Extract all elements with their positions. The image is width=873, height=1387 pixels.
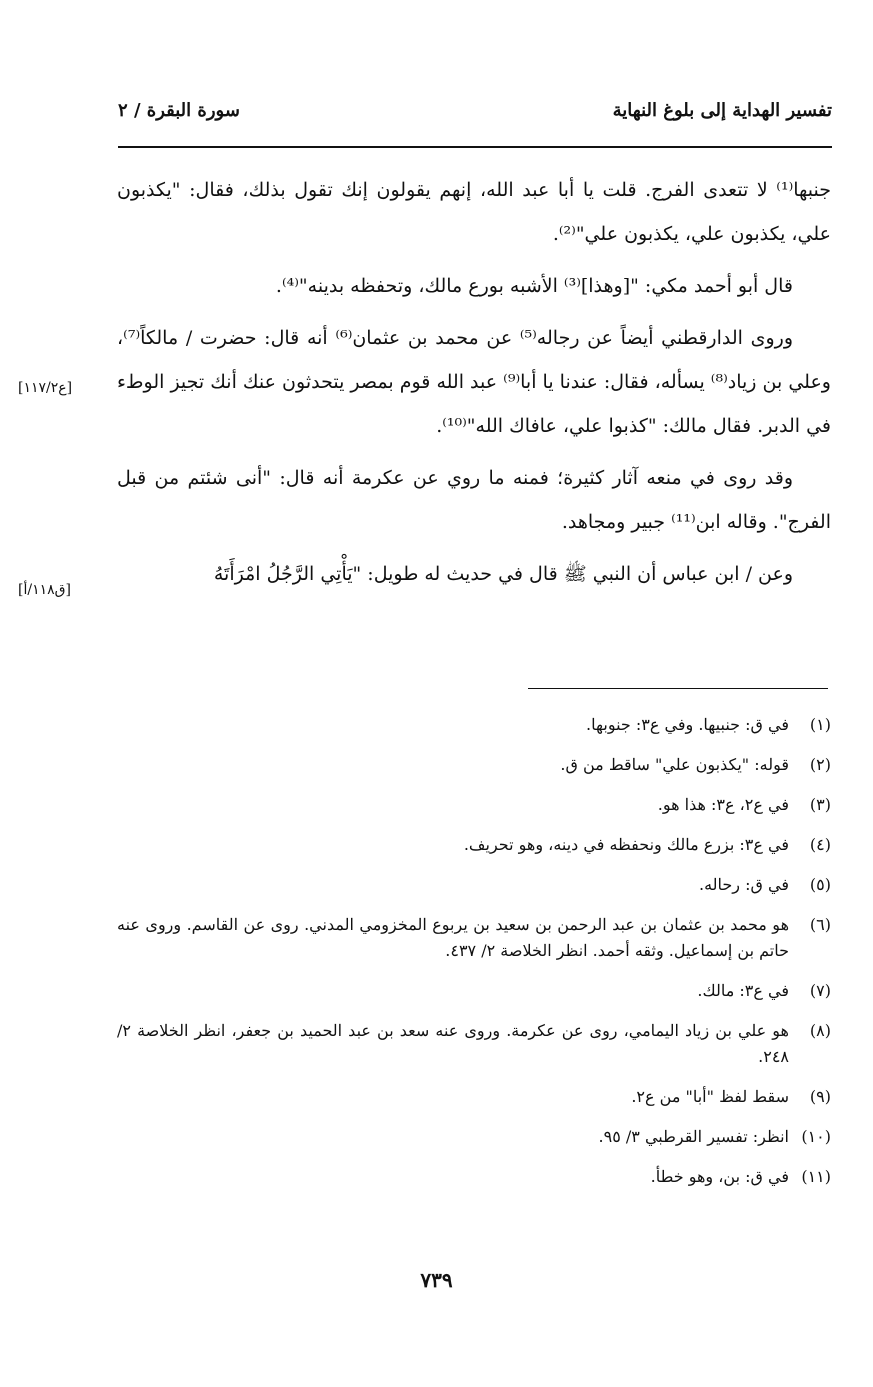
footnote-number: (١) xyxy=(809,715,831,734)
footnote-text: في ع٣: بزرع مالك ونحفظه في دينه، وهو تحريف. xyxy=(463,835,789,854)
margin-note-manuscript-b: [ق١١٨/أ] xyxy=(18,582,71,598)
footnote-item xyxy=(117,1018,831,1070)
page-number: ٧٣٩ xyxy=(420,1268,453,1292)
footnote-text: هو علي بن زياد اليمامي، روى عن عكرمة. وروى عنه سعد بن عبد الحميد بن جعفر، انظر الخلاصة ٢/ ٢٤٨. xyxy=(117,1021,789,1066)
paragraph-5: وعن / ابن عباس أن النبي ﷺ قال في حديث له طويل: "يَأْتِي الرَّجُلُ امْرَأَتَهُ xyxy=(213,563,793,585)
footnote-number: (٢) xyxy=(809,755,831,774)
footnote-number: (١٠) xyxy=(801,1127,831,1146)
footnote-text: في ع٣: مالك. xyxy=(697,981,789,1000)
book-title: تفسير الهداية إلى بلوغ النهاية xyxy=(612,100,832,121)
footnote-item xyxy=(117,712,831,738)
margin-note-manuscript-a: [ع١١٧/٢] xyxy=(18,380,73,396)
footnote-number: (٩) xyxy=(809,1087,831,1106)
running-header xyxy=(118,100,832,121)
footnote-text: في ق: رحاله. xyxy=(699,875,789,894)
footnote-number: (٨) xyxy=(809,1021,831,1040)
footnote-text: قوله: "يكذبون علي" ساقط من ق. xyxy=(560,755,789,774)
footnote-item xyxy=(117,912,831,964)
footnote-text: في ق: بن، وهو خطأ. xyxy=(650,1167,789,1186)
footnote-item xyxy=(117,792,831,818)
footnote-item xyxy=(117,872,831,898)
footnote-number: (٣) xyxy=(809,795,831,814)
footnote-item xyxy=(117,1124,831,1150)
footnote-number: (٤) xyxy=(809,835,831,854)
paragraph-1: جنبها⁽¹⁾ لا تتعدى الفرج. قلت يا أبا عبد الله، إنهم يقولون إنك تقول بذلك، فقال: "يكذبون علي، يكذبون علي، يكذبون علي"⁽²⁾. xyxy=(117,179,831,245)
footnote-item xyxy=(117,1164,831,1190)
header-rule xyxy=(118,146,832,148)
footnote-text: في ق: جنبيها. وفي ع٣: جنوبها. xyxy=(586,715,789,734)
paragraph-2: قال أبو أحمد مكي: "[وهذا]⁽³⁾ الأشبه بورع مالك، وتحفظه بدينه"⁽⁴⁾. xyxy=(275,275,793,297)
footnote-item xyxy=(117,832,831,858)
footnote-item xyxy=(117,752,831,778)
footnote-number: (٦) xyxy=(809,915,831,934)
footnote-number: (٥) xyxy=(809,875,831,894)
footnote-rule xyxy=(528,688,828,689)
footnote-text: هو محمد بن عثمان بن عبد الرحمن بن سعيد بن يربوع المخزومي المدني. روى عن القاسم. وروى عنه حاتم بن إسماعيل. وثقه أحمد. انظر الخلاصة ٢/ ٤٣٧. xyxy=(117,915,789,960)
footnote-number: (١١) xyxy=(801,1167,831,1186)
main-text xyxy=(117,168,831,604)
surah-title: سورة البقرة / ٢ xyxy=(118,100,240,121)
footnote-text: انظر: تفسير القرطبي ٣/ ٩٥. xyxy=(598,1127,789,1146)
footnote-text: سقط لفظ "أبا" من ع٢. xyxy=(631,1087,789,1106)
footnote-number: (٧) xyxy=(809,981,831,1000)
footnotes xyxy=(117,712,831,1204)
paragraph-3: وروى الدارقطني أيضاً عن رجاله⁽⁵⁾ عن محمد بن عثمان⁽⁶⁾ أنه قال: حضرت / مالكاً⁽⁷⁾، وعلي بن زياد⁽⁸⁾ يسأله، فقال: عندنا يا أبا⁽⁹⁾ عبد الله قوم بمصر يتحدثون عنك أنك تجيز الوطء في الدبر. فقال مالك: "كذبوا علي، عافاك الله"⁽¹⁰⁾. xyxy=(117,327,831,437)
footnote-item xyxy=(117,978,831,1004)
paragraph-4: وقد روى في منعه آثار كثيرة؛ فمنه ما روي عن عكرمة أنه قال: "أنى شئتم من قبل الفرج". وقاله ابن⁽¹¹⁾ جبير ومجاهد. xyxy=(117,467,831,533)
footnote-item xyxy=(117,1084,831,1110)
footnote-text: في ع٢، ع٣: هذا هو. xyxy=(657,795,789,814)
